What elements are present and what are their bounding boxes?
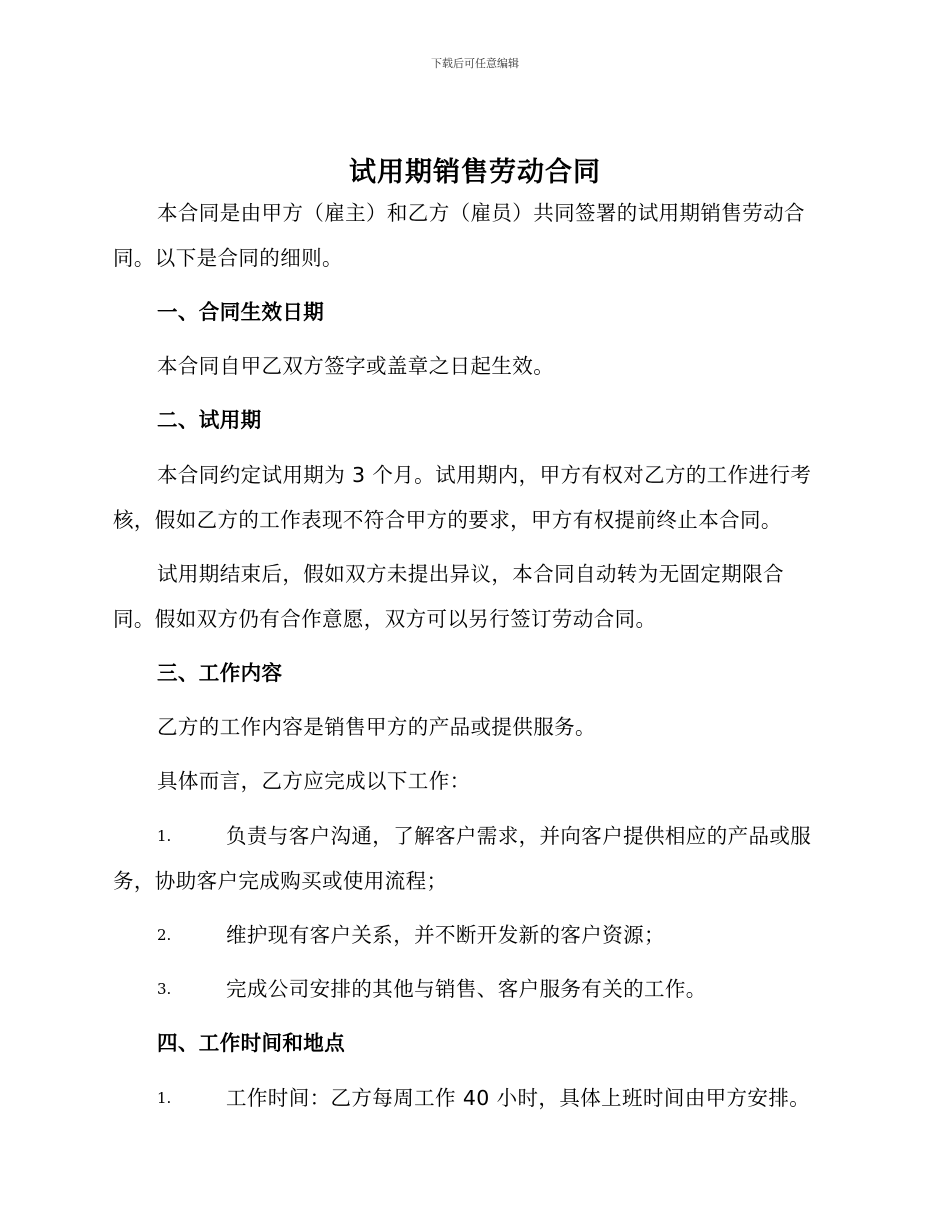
list-item-number: 1. bbox=[157, 827, 172, 845]
section-1-paragraph: 本合同自甲乙双方签字或盖章之日起生效。 bbox=[157, 354, 555, 378]
intro-line-2: 同。以下是合同的细则。 bbox=[113, 246, 343, 270]
section-3-heading: 三、工作内容 bbox=[157, 661, 283, 685]
section-2-para-1-line-1: 本合同约定试用期为 3 个月。试用期内，甲方有权对乙方的工作进行考 bbox=[157, 463, 812, 487]
section-4-heading: 四、工作时间和地点 bbox=[157, 1031, 346, 1055]
intro-line-1: 本合同是由甲方（雇主）和乙方（雇员）共同签署的试用期销售劳动合 bbox=[157, 201, 805, 225]
list-item-text: 负责与客户沟通，了解客户需求，并向客户提供相应的产品或服 bbox=[226, 824, 812, 848]
list-item-text: 工作时间：乙方每周工作 40 小时，具体上班时间由甲方安排。 bbox=[226, 1086, 811, 1110]
section-2-para-1-line-2: 核，假如乙方的工作表现不符合甲方的要求，甲方有权提前终止本合同。 bbox=[113, 508, 782, 532]
section-2-para-2-line-1: 试用期结束后，假如双方未提出异议，本合同自动转为无固定期限合 bbox=[157, 562, 784, 586]
list-item-number: 2. bbox=[157, 926, 172, 944]
section-1-heading: 一、合同生效日期 bbox=[157, 300, 325, 324]
list-item-number: 3. bbox=[157, 980, 172, 998]
section-3-paragraph-1: 乙方的工作内容是销售甲方的产品或提供服务。 bbox=[157, 715, 596, 739]
list-item-number: 1. bbox=[157, 1089, 172, 1107]
list-item-text: 完成公司安排的其他与销售、客户服务有关的工作。 bbox=[226, 977, 707, 1001]
section-2-heading: 二、试用期 bbox=[157, 408, 262, 432]
section-2-para-2-line-2: 同。假如双方仍有合作意愿，双方可以另行签订劳动合同。 bbox=[113, 607, 657, 631]
header-note: 下载后可任意编辑 bbox=[431, 57, 519, 70]
list-item-text: 维护现有客户关系，并不断开发新的客户资源； bbox=[226, 923, 665, 947]
section-3-paragraph-2: 具体而言，乙方应完成以下工作： bbox=[157, 769, 471, 793]
document-title: 试用期销售劳动合同 bbox=[349, 157, 601, 188]
list-item-continuation: 务，协助客户完成购买或使用流程； bbox=[113, 869, 448, 893]
